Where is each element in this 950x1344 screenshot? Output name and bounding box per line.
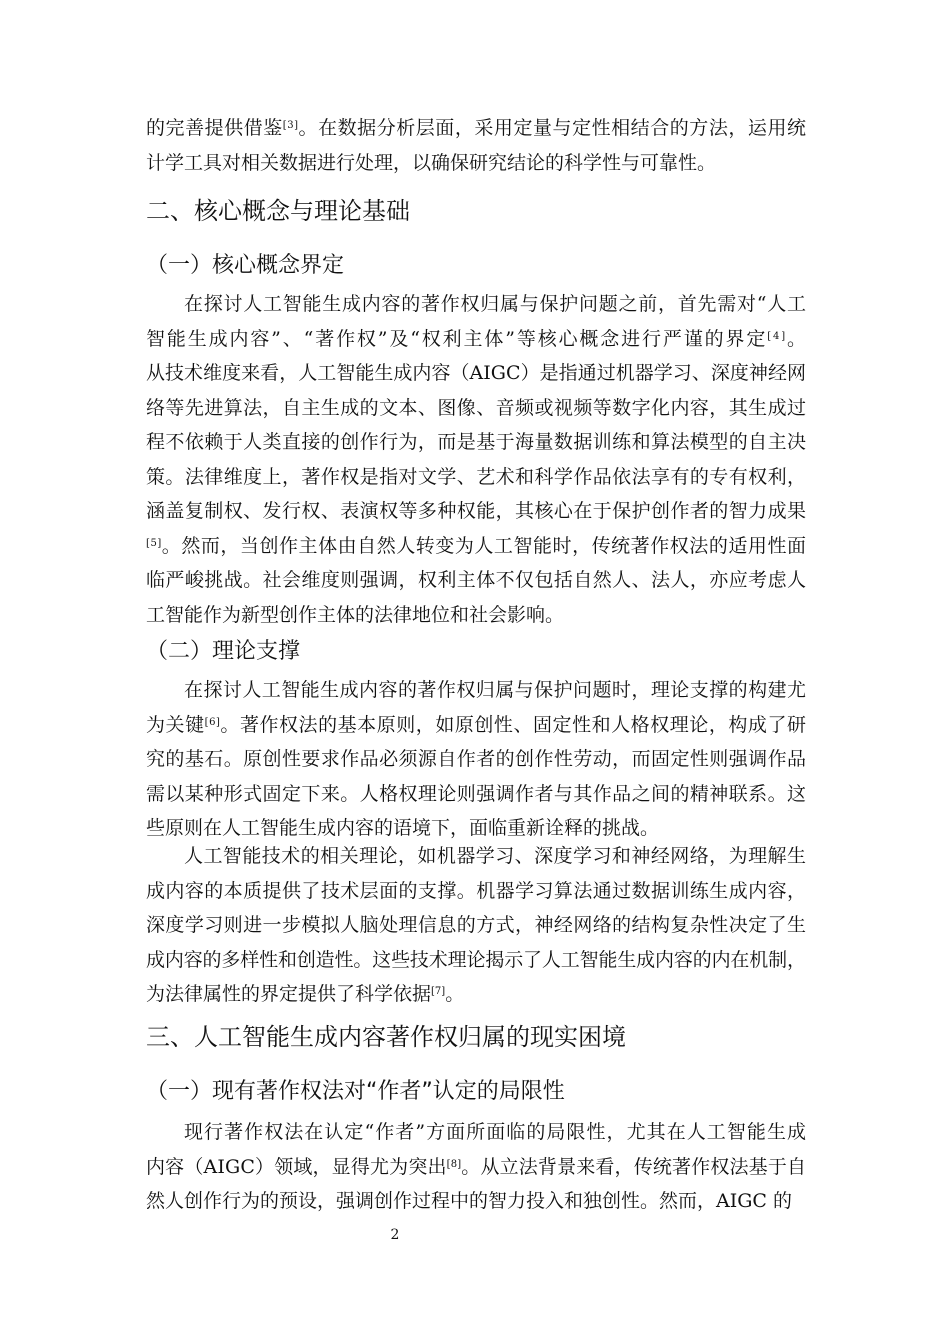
line-text-after: 。在数据分析层面，采用定量与定性相结合的方法，运用统 bbox=[298, 117, 807, 139]
text-line bbox=[146, 465, 806, 489]
text-line bbox=[146, 430, 806, 454]
text-line bbox=[184, 292, 807, 316]
text-line bbox=[146, 879, 806, 903]
line-text-after: 。从立法背景来看，传统著作权法基于自 bbox=[461, 1155, 807, 1178]
line-text: 些原则在人工智能生成内容的语境下，面临重新诠释的挑战。 bbox=[146, 817, 660, 839]
text-line bbox=[184, 678, 806, 702]
citation-marker: [3] bbox=[282, 120, 299, 131]
citation-marker: [6] bbox=[204, 716, 221, 728]
text-line bbox=[146, 568, 806, 592]
line-text: 涵盖复制权、发行权、表演权等多种权能，其核心在于保护创作者的智力成果 bbox=[146, 500, 807, 522]
text-line bbox=[146, 1189, 792, 1213]
text-line bbox=[146, 327, 808, 351]
line-text: 为关键 bbox=[146, 713, 205, 736]
line-text: 人工智能技术的相关理论，如机器学习、深度学习和神经网络，为理解生 bbox=[184, 845, 807, 867]
citation-marker: [4] bbox=[767, 330, 787, 342]
text-line bbox=[146, 982, 464, 1006]
subsection-heading-3-1: （一）现有著作权法对“作者”认定的局限性 bbox=[146, 1079, 565, 1104]
line-text: 需以某种形式固定下来。人格权理论则强调作者与其作品之间的精神联系。这 bbox=[146, 782, 807, 805]
line-text: 在探讨人工智能生成内容的著作权归属与保护问题之前，首先需对“人工 bbox=[184, 293, 807, 315]
line-text: 深度学习则进一步模拟人脑处理信息的方式，神经网络的结构复杂性决定了生 bbox=[146, 914, 807, 936]
line-text: 成内容的本质提供了技术层面的支撑。机器学习算法通过数据训练生成内容， bbox=[146, 879, 807, 902]
line-text: 成内容的多样性和创造性。这些技术理论揭示了人工智能生成内容的内在机制， bbox=[146, 948, 806, 971]
line-text: 为法律属性的界定提供了科学依据 bbox=[146, 983, 432, 1005]
text-line bbox=[146, 713, 807, 737]
line-text: 从技术维度来看，人工智能生成内容（AIGC）是指通过机器学习、深度神经网 bbox=[146, 362, 807, 384]
page-number: 2 bbox=[390, 1227, 400, 1243]
text-line bbox=[146, 948, 806, 972]
line-text: 内容（AIGC）领域，显得尤为突出 bbox=[146, 1155, 447, 1178]
text-line bbox=[146, 747, 806, 771]
line-text: 智能生成内容”、“著作权”及“权利主体”等核心概念进行严谨的界定 bbox=[146, 327, 768, 350]
subsection-heading-2-1: （一）核心概念界定 bbox=[146, 253, 345, 278]
citation-marker: [8] bbox=[446, 1158, 462, 1170]
citation-marker: [5] bbox=[146, 537, 162, 549]
line-text: 现行著作权法在认定“作者”方面所面临的局限性，尤其在人工智能生成 bbox=[184, 1121, 808, 1143]
text-line bbox=[146, 396, 806, 420]
line-text: 临严峻挑战。社会维度则强调，权利主体不仅包括自然人、法人，亦应考虑人 bbox=[146, 569, 807, 591]
text-line bbox=[184, 1120, 807, 1144]
text-line bbox=[146, 1155, 806, 1179]
text-line bbox=[146, 816, 659, 840]
line-text-after: 。 bbox=[445, 983, 465, 1005]
section-heading-3: 三、人工智能生成内容著作权归属的现实困境 bbox=[146, 1023, 626, 1051]
text-line bbox=[146, 361, 806, 385]
line-text: 然人创作行为的预设，强调创作过程中的智力投入和独创性。然而，AIGC 的 bbox=[146, 1190, 792, 1212]
text-line bbox=[146, 913, 806, 937]
line-text: 计学工具对相关数据进行处理，以确保研究结论的科学性与可靠性。 bbox=[146, 151, 717, 174]
text-line bbox=[146, 603, 564, 627]
line-text-after: 。 bbox=[786, 327, 808, 350]
text-line bbox=[146, 151, 716, 175]
line-text: 程不依赖于人类直接的创作行为，而是基于海量数据训练和算法模型的自主决 bbox=[146, 431, 807, 453]
line-text: 策。法律维度上，著作权是指对文学、艺术和科学作品依法享有的专有权利， bbox=[146, 465, 807, 488]
text-line bbox=[146, 782, 806, 806]
text-line bbox=[146, 499, 806, 523]
line-text: 在探讨人工智能生成内容的著作权归属与保护问题时，理论支撑的构建尤 bbox=[184, 679, 807, 701]
line-text-after: 。然而，当创作主体由自然人转变为人工智能时，传统著作权法的适用性面 bbox=[161, 534, 807, 557]
section-heading-2: 二、核心概念与理论基础 bbox=[146, 197, 410, 225]
line-text-after: 。著作权法的基本原则，如原创性、固定性和人格权理论，构成了研 bbox=[220, 713, 807, 736]
subsection-heading-2-2: （二）理论支撑 bbox=[146, 639, 301, 664]
line-text: 究的基石。原创性要求作品必须源自作者的创作性劳动，而固定性则强调作品 bbox=[146, 748, 807, 770]
line-text: 工智能作为新型创作主体的法律地位和社会影响。 bbox=[146, 603, 565, 626]
citation-marker: [7] bbox=[431, 986, 446, 997]
text-line bbox=[146, 116, 807, 140]
line-text: 的完善提供借鉴 bbox=[146, 117, 283, 139]
text-line bbox=[184, 844, 806, 868]
line-text: 络等先进算法，自主生成的文本、图像、音频或视频等数字化内容，其生成过 bbox=[146, 396, 807, 419]
text-line bbox=[146, 534, 807, 558]
